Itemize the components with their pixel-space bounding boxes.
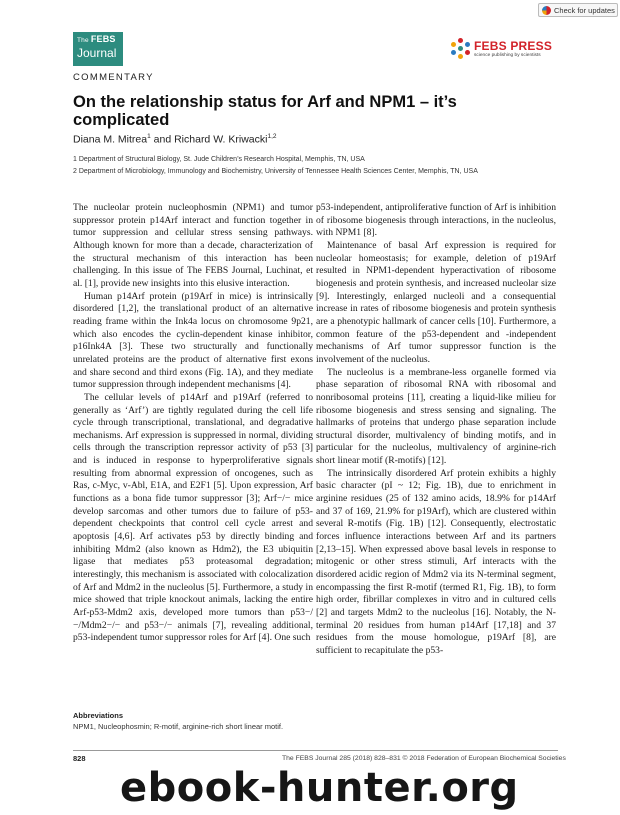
check-for-updates-button[interactable]: [538, 3, 618, 17]
body-paragraph: The nucleolus is a membrane-less organelle formed via phase separation of ribosomal RNA with ribosomal and nonribosomal proteins [11], creating a liquid-like milieu for ribosome biogenesis and stress sensing and signaling. The hallmarks of proteins that undergo phase separation include structural disorder, multivalency of binding motifs, and in particular for the nucleolus, multivalency of arginine-rich short linear motif (R-motifs) [12].: [316, 366, 556, 467]
journal-logo-febs: FEBS: [90, 34, 116, 44]
footer-citation: The FEBS Journal 285 (2018) 828–831 © 2018 Federation of European Biochemical Societies: [282, 755, 566, 762]
abbreviations-heading: Abbreviations: [73, 711, 124, 720]
affiliation: 2 Department of Microbiology, Immunology and Biochemistry, University of Tennessee Health Sciences Center, Memphis, TN, USA: [73, 168, 478, 175]
body-paragraph: Maintenance of basal Arf expression is required for nucleolar homeostasis; for example, deletion of p19Arf resulted in NPM1-dependent hyperactivation of ribosome biogenesis and protein synthesis, and increased nucleolar size [9]. Interestingly, enlarged nucleoli and a consequential increase in rates of ribosome biogenesis and protein synthesis are a phenotypic hallmark of cancer cells [10]. Furthermore, a common feature of the p53-dependent and -independent mechanisms of Arf tumor suppressor function is the involvement of the nucleolus.: [316, 239, 556, 365]
author-joiner: and: [150, 133, 175, 146]
journal-logo: [73, 32, 123, 66]
body-paragraph: The nucleolar protein nucleophosmin (NPM1) and tumor suppressor protein p14Arf interact and function together in tumor suppression and cellular stress sensing pathways. Although known for more than a decade, characterization of the structural mechanism of this interaction has been challenging. In this issue of The FEBS Journal, Luchinat, et al. [1], provide new insights into this elusive interaction.: [73, 202, 313, 289]
journal-logo-journal: Journal: [77, 45, 117, 60]
author-name: Diana M. Mitrea: [73, 133, 148, 146]
body-paragraph: p53-independent, antiproliferative function of Arf is inhibition of ribosome biogenesis through interactions, in the nucleolus, with NPM1 [8].: [316, 202, 556, 239]
body-paragraph: Human p14Arf protein (p19Arf in mice) is intrinsically disordered [1,2], the translational product of an alternative reading frame within the Ink4a locus on chromosome 9p21, which also encodes the cyclin-dependent kinase inhibitor, p16Ink4A [3]. These two structurally and functionally unrelated proteins are the product of alternative first exons and share second and third exons (Fig. 1A), and they mediate tumor suppression through independent mechanisms [4].: [73, 290, 313, 391]
article-title: On the relationship status for Arf and NPM1 – it’s complicated: [73, 93, 457, 129]
watermark: ebook-hunter.org: [120, 765, 519, 811]
author-affiliation-mark: 1: [147, 133, 151, 140]
check-for-updates-label: Check for updates: [554, 5, 615, 15]
footer-divider: [73, 750, 558, 751]
author-affiliation-mark: 1,2: [267, 133, 277, 140]
body-paragraph: The cellular levels of p14Arf and p19Arf (referred to generally as ‘Arf’) are tightly regulated during the cell life cycle through transcriptional, translational, and degradative mechanisms. Arf expression is suppressed in normal, dividing cells through the transcription repressor activity of p53 [3] and is induced in response to hyperproliferative signals resulting from abnormal expression of oncogenes, such as Ras, c-Myc, v-Abl, E1A, and E2F1 [5]. Upon expression, Arf functions as a bona fide tumor suppressor [3]; Arf−/− mice develop sarcomas and other tumors due to failure of p53-dependent checkpoints that control cell cycle arrest and apoptosis [4,6]. Arf activates p53 by directly binding and inhibiting Mdm2 (also known as Hdm2), the E3 ubiquitin ligase that mediates p53 proteasomal degradation; interestingly, this mechanism is associated with colocalization of Arf and Mdm2 in the nucleolus [5]. Furthermore, a study in mice showed that triple knockout animals, lacking the entire Arf-p53-Mdm2 axis, developed more tumors than p53−/−/Mdm2−/− and p53−/− animals [7], revealing additional, p53-independent tumor suppressor roles for Arf [4]. One such: [73, 391, 313, 644]
publisher-dots-icon: [450, 38, 472, 60]
abbreviations-text: NPM1, Nucleophosmin; R-motif, arginine-rich short linear motif.: [73, 722, 284, 731]
affiliation: 1 Department of Structural Biology, St. Jude Children’s Research Hospital, Memphis, TN, USA: [73, 156, 365, 163]
body-column-left: [73, 202, 313, 645]
journal-logo-the: The: [77, 37, 89, 44]
publisher-tagline: science publishing by scientists: [474, 53, 541, 58]
body-paragraph: The intrinsically disordered Arf protein exhibits a highly basic character (pI ~ 12; Fig. 1B), due to enrichment in arginine residues (25 of 132 amino acids, 18.9% for p14Arf and 37 of 169, 21.9% for p19Arf), which are clustered within several R-motifs (Fig. 1B) [12]. Consequently, electrostatic forces influence interactions between Arf and its partners [2,13–15]. When expressed above basal levels in response to mitogenic or other stress stimuli, Arf interacts with the disordered acidic region of Mdm2 via its N-terminal segment, encompassing the first R-motif (termed R1, Fig. 1B), to form high order, fibrillar complexes in vitro and in cultured cells [2] and targets Mdm2 to the nucleolus [16]. Notably, the N-terminal 20 residues from human p14Arf [17,18] and 37 residues from the mouse homologue, p19Arf [8], are sufficient to recapitulate the p53-: [316, 467, 556, 656]
publisher-name: FEBS PRESS: [474, 39, 553, 53]
page-number: 828: [73, 754, 86, 763]
publisher-logo: [450, 36, 560, 64]
body-column-right: [316, 202, 556, 658]
crossmark-icon: [542, 6, 551, 15]
author-name: Richard W. Kriwacki: [174, 133, 268, 146]
author-list: [73, 133, 277, 146]
section-label: COMMENTARY: [73, 72, 154, 83]
